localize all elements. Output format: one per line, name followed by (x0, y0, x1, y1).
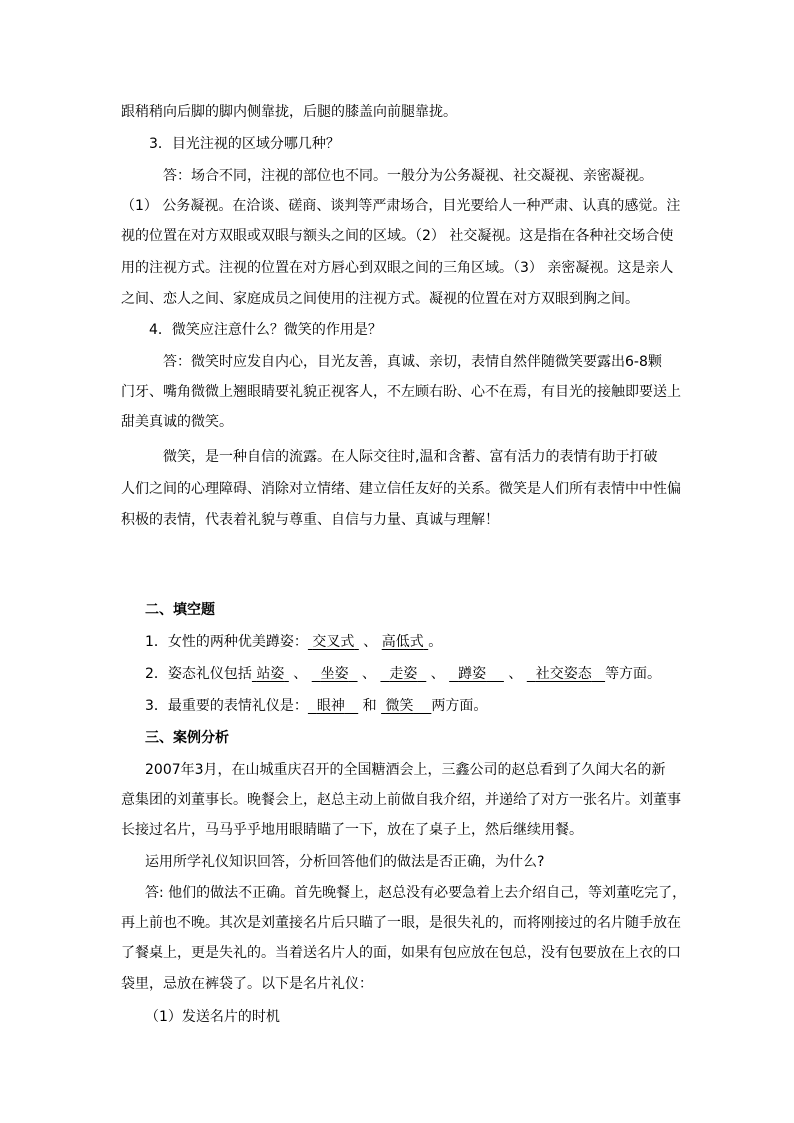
fill-1-prefix: 1．女性的两种优美蹲姿： (145, 634, 308, 650)
answer-3-line-2: （1） 公务凝视。在洽谈、磋商、谈判等严肃场合，目光要给人一种严肃、认真的感觉。注 (121, 198, 681, 214)
case-answer-line-1: 答: 他们的做法不正确。首先晚餐上，赵总没有必要急着上去介绍自己，等刘董吃完了， (145, 885, 687, 901)
fill-2-answer-3: 走姿 (389, 666, 418, 682)
fill-blank-2 (145, 664, 705, 684)
case-answer-line-3: 了餐桌上，更是失礼的。当着送名片人的面，如果有包应放在包总，没有包要放在上衣的口 (121, 945, 681, 961)
answer-4-line-2: 门牙、嘴角微微上翘眼睛要礼貌正视客人，不左顾右盼、心不在焉，有目光的接触即要送上 (121, 384, 681, 400)
answer-4-line-4: 微笑，是一种自信的流露。在人际交往时,温和含蓄、富有活力的表情有助于打破 (163, 449, 658, 465)
fill-3-mid: 和 (362, 698, 377, 714)
fill-1-separator: 、 (363, 634, 378, 650)
fill-2-answer-2: 坐姿 (320, 666, 349, 682)
answer-3-line-3: 视的位置在对方双眼或双眼与额头之间的区域。（2） 社交凝视。这是指在各种社交场合使 (121, 228, 674, 244)
fill-blank-1 (145, 632, 705, 652)
question-3: 3．目光注视的区域分哪几种？ (149, 136, 340, 152)
case-answer-line-2: 再上前也不晚。其次是刘董接名片后只瞄了一眼，是很失礼的，而将刚接过的名片随手放在 (121, 915, 681, 931)
answer-3-line-4: 用的注视方式。注视的位置在对方唇心到双眼之间的三角区域。（3） 亲密凝视。这是亲人 (121, 260, 674, 276)
fill-2-sep-3: 、 (430, 666, 445, 682)
section-3-heading: 三、案例分析 (145, 730, 229, 746)
answer-4-line-6: 积极的表情，代表着礼貌与尊重、自信与力量、真诚与理解！ (121, 512, 499, 528)
question-4: 4．微笑应注意什么？微笑的作用是？ (149, 322, 382, 338)
fill-3-answer-1: 眼神 (316, 698, 345, 714)
fill-2-answer-1: 站姿 (256, 666, 285, 682)
fill-2-sep-1: 、 (293, 666, 308, 682)
fill-2-end: 等方面。 (605, 666, 662, 682)
case-question: 运用所学礼仪知识回答，分析回答他们的做法是否正确，为什么? (145, 854, 545, 870)
fill-blank-3 (145, 696, 705, 716)
fill-1-end: 。 (428, 634, 443, 650)
fill-3-answer-2: 微笑 (385, 698, 414, 714)
answer-4-line-5: 人们之间的心理障碍、消除对立情绪、建立信任友好的关系。微笑是人们所有表情中中性偏 (121, 481, 681, 497)
continued-line: 跟稍稍向后脚的脚内侧靠拢，后腿的膝盖向前腿靠拢。 (121, 104, 457, 120)
section-2-heading: 二、填空题 (145, 602, 215, 618)
fill-3-end: 两方面。 (431, 698, 488, 714)
case-line-1: 2007年3月，在山城重庆召开的全国糖酒会上，三鑫公司的赵总看到了久闻大名的新 (145, 762, 666, 778)
fill-1-answer-2: 高低式 (381, 634, 424, 650)
answer-3-line-1: 答：场合不同，注视的部位也不同。一般分为公务凝视、社交凝视、亲密凝视。 (163, 168, 653, 184)
answer-4-line-1: 答：微笑时应发自内心，目光友善，真诚、亲切，表情自然伴随微笑要露出6-8颗 (163, 354, 662, 370)
answer-3-line-5: 之间、恋人之间、家庭成员之间使用的注视方式。凝视的位置在对方双眼到胸之间。 (121, 291, 639, 307)
case-answer-line-4: 袋里，忌放在裤袋了。以下是名片礼仪： (121, 976, 373, 992)
sub-item-1: （1）发送名片的时机 (145, 1009, 280, 1025)
fill-2-prefix: 2．姿态礼仪包括 (145, 666, 252, 682)
fill-1-answer-1: 交叉式 (312, 634, 355, 650)
fill-3-prefix: 3．最重要的表情礼仪是： (145, 698, 308, 714)
fill-2-sep-4: 、 (508, 666, 523, 682)
answer-4-line-3: 甜美真诚的微笑。 (121, 414, 233, 430)
fill-2-answer-5: 社交姿态 (535, 666, 592, 682)
case-line-2: 意集团的刘董事长。晚餐会上，赵总主动上前做自我介绍，并递给了对方一张名片。刘董事 (121, 792, 681, 808)
fill-2-answer-4: 蹲姿 (458, 666, 487, 682)
case-line-3: 长接过名片，马马乎乎地用眼睛瞄了一下，放在了桌子上，然后继续用餐。 (121, 822, 583, 838)
fill-2-sep-2: 、 (362, 666, 376, 682)
